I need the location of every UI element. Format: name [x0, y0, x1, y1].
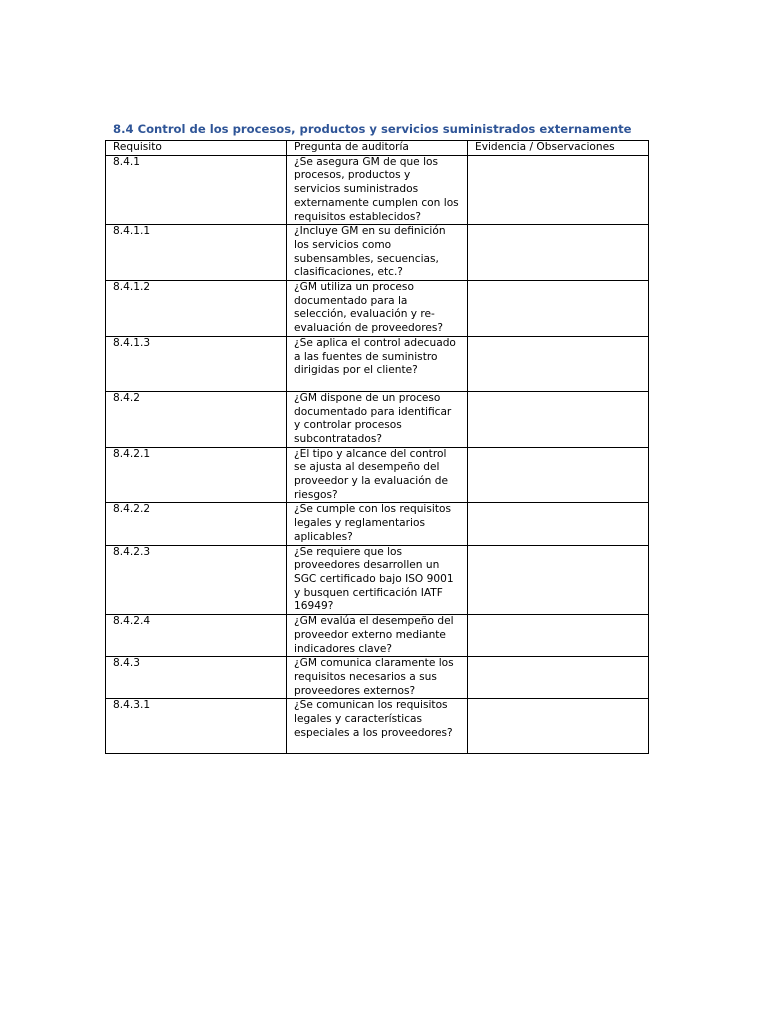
table-row: [106, 545, 649, 615]
requisito-cell: 8.4.1.2: [106, 281, 287, 337]
table-header-row: [106, 141, 649, 156]
pregunta-cell: ¿Se requiere que los proveedores desarrollen un SGC certificado bajo ISO 9001 y busquen certificación IATF 16949?: [287, 545, 468, 615]
evidencia-cell[interactable]: [468, 447, 649, 503]
evidencia-cell[interactable]: [468, 657, 649, 699]
pregunta-cell: ¿Se asegura GM de que los procesos, productos y servicios suministrados externamente cumplen con los requisitos establecidos?: [287, 155, 468, 225]
table-row: [106, 657, 649, 699]
evidencia-cell[interactable]: [468, 699, 649, 754]
header-pregunta: Pregunta de auditoría: [287, 141, 468, 156]
requisito-cell: 8.4.3: [106, 657, 287, 699]
pregunta-cell: ¿GM utiliza un proceso documentado para la selección, evaluación y re-evaluación de proveedores?: [287, 281, 468, 337]
requisito-cell: 8.4.1.1: [106, 225, 287, 281]
requisito-cell: 8.4.2.1: [106, 447, 287, 503]
requisito-cell: 8.4.2: [106, 391, 287, 447]
pregunta-cell: ¿Se comunican los requisitos legales y características especiales a los proveedores?: [287, 699, 468, 754]
header-requisito: Requisito: [106, 141, 287, 156]
evidencia-cell[interactable]: [468, 225, 649, 281]
evidencia-cell[interactable]: [468, 281, 649, 337]
requisito-cell: 8.4.3.1: [106, 699, 287, 754]
pregunta-cell: ¿GM dispone de un proceso documentado para identificar y controlar procesos subcontratados?: [287, 391, 468, 447]
audit-table: [105, 140, 649, 754]
requisito-cell: 8.4.2.4: [106, 615, 287, 657]
pregunta-cell: ¿GM comunica claramente los requisitos necesarios a sus proveedores externos?: [287, 657, 468, 699]
pregunta-cell: ¿Se cumple con los requisitos legales y reglamentarios aplicables?: [287, 503, 468, 545]
evidencia-cell[interactable]: [468, 615, 649, 657]
table-row: [106, 699, 649, 754]
pregunta-cell: ¿Incluye GM en su definición los servicios como subensambles, secuencias, clasificaciones, etc.?: [287, 225, 468, 281]
table-row: [106, 615, 649, 657]
evidencia-cell[interactable]: [468, 545, 649, 615]
evidencia-cell[interactable]: [468, 503, 649, 545]
section-title: 8.4 Control de los procesos, productos y servicios suministrados externamente: [113, 122, 632, 136]
evidencia-cell[interactable]: [468, 391, 649, 447]
pregunta-cell: ¿GM evalúa el desempeño del proveedor externo mediante indicadores clave?: [287, 615, 468, 657]
table-row: [106, 336, 649, 391]
table-row: [106, 503, 649, 545]
table-row: [106, 447, 649, 503]
evidencia-cell[interactable]: [468, 155, 649, 225]
table-row: [106, 281, 649, 337]
table-row: [106, 225, 649, 281]
pregunta-cell: ¿El tipo y alcance del control se ajusta al desempeño del proveedor y la evaluación de riesgos?: [287, 447, 468, 503]
requisito-cell: 8.4.1.3: [106, 336, 287, 391]
header-evidencia: Evidencia / Observaciones: [468, 141, 649, 156]
requisito-cell: 8.4.1: [106, 155, 287, 225]
table-row: [106, 155, 649, 225]
requisito-cell: 8.4.2.3: [106, 545, 287, 615]
evidencia-cell[interactable]: [468, 336, 649, 391]
table-row: [106, 391, 649, 447]
pregunta-cell: ¿Se aplica el control adecuado a las fuentes de suministro dirigidas por el cliente?: [287, 336, 468, 391]
requisito-cell: 8.4.2.2: [106, 503, 287, 545]
